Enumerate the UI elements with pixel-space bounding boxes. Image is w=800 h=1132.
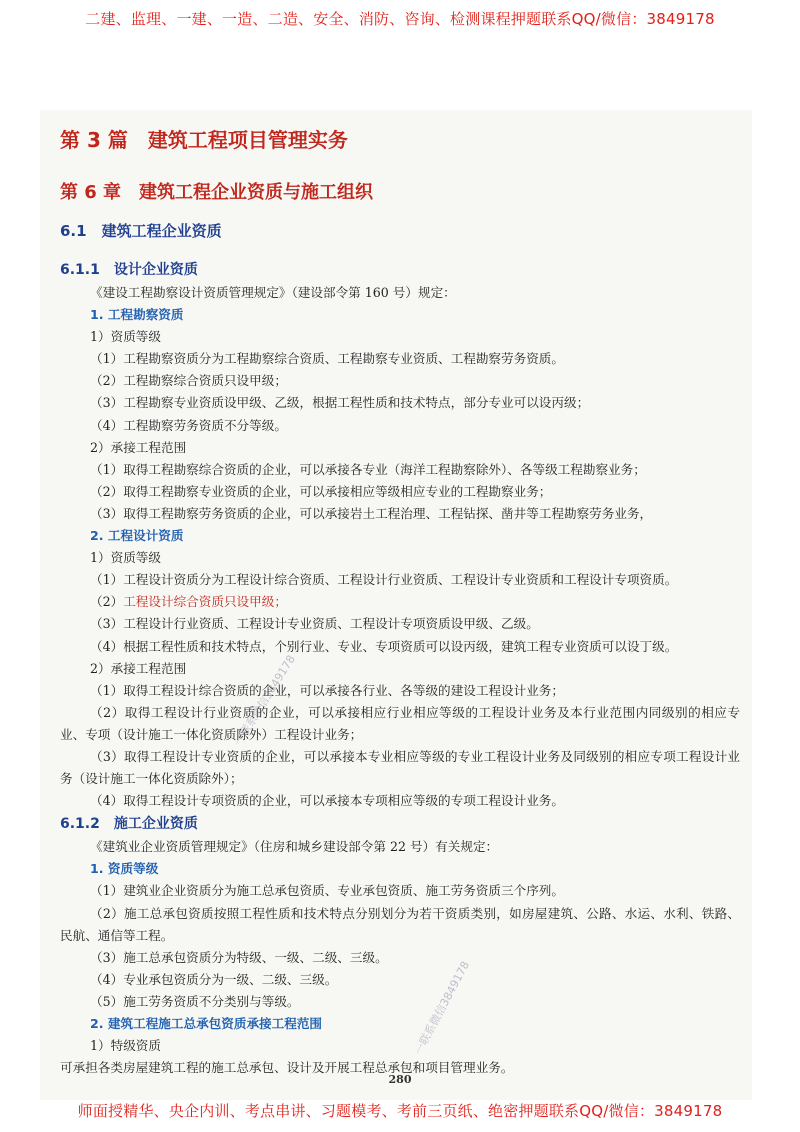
list-heading: 1）资质等级 <box>90 329 161 345</box>
watermark-text: 一联系微信3849178 <box>231 652 298 748</box>
heading-design-qualification: 2. 工程设计资质 <box>90 528 184 544</box>
list-item: （2）工程勘察综合资质只设甲级； <box>90 373 287 389</box>
section-title: 6.1 建筑工程企业资质 <box>60 222 222 240</box>
list-item: （1）取得工程设计综合资质的企业，可以承接各行业、各等级的建设工程设计业务； <box>90 682 564 698</box>
top-promo-banner: 二建、监理、一建、一造、二造、安全、消防、咨询、检测课程押题联系QQ/微信：3849178 <box>85 10 715 28</box>
list-item: （4）专业承包资质分为一级、二级、三级。 <box>90 971 338 987</box>
list-item: （1）工程设计资质分为工程设计综合资质、工程设计行业资质、工程设计专业资质和工程设计专项资质。 <box>90 572 678 588</box>
list-item: （4）工程勘察劳务资质不分等级。 <box>90 417 287 433</box>
list-number: （2） <box>90 594 124 610</box>
list-item: （2）施工总承包资质按照工程性质和技术特点分别划分为若干资质类别，如房屋建筑、公路、水运、水利、铁路、民航、通信等工程。 <box>60 905 740 943</box>
list-item: （4）取得工程设计专项资质的企业，可以承接本专项相应等级的专项工程设计业务。 <box>90 793 564 809</box>
list-item: （5）施工劳务资质不分类别与等级。 <box>90 993 300 1009</box>
heading-survey-qualification: 1. 工程勘察资质 <box>90 307 184 323</box>
list-heading: 2）承接工程范围 <box>90 660 187 676</box>
part-title: 第 3 篇 建筑工程项目管理实务 <box>60 128 348 152</box>
list-item: （1）工程勘察资质分为工程勘察综合资质、工程勘察专业资质、工程勘察劳务资质。 <box>90 351 564 367</box>
list-item: （2）取得工程勘察专业资质的企业，可以承接相应等级相应专业的工程勘察业务； <box>90 483 552 499</box>
subsection-title-6-1-1: 6.1.1 设计企业资质 <box>60 262 198 278</box>
bottom-promo-banner: 师面授精华、央企内训、考点串讲、习题模考、考前三页纸、绝密押题联系QQ/微信：3849178 <box>77 1102 723 1120</box>
list-item: （2）取得工程设计行业资质的企业，可以承接相应行业相应等级的工程设计业务及本行业范围内同级别的相应专业、专项（设计施工一体化资质除外）工程设计业务； <box>60 704 740 742</box>
list-heading: 2）承接工程范围 <box>90 439 187 455</box>
chapter-title: 第 6 章 建筑工程企业资质与施工组织 <box>60 182 374 203</box>
watermark-text: 一联系微信3849178 <box>411 959 473 1058</box>
list-item: （3）工程设计行业资质、工程设计专业资质、工程设计专项资质设甲级、乙级。 <box>90 616 539 632</box>
list-item: （3）取得工程勘察劳务资质的企业，可以承接岩土工程治理、工程钻探、凿井等工程勘察劳务业务， <box>90 505 653 521</box>
list-item: （4）根据工程性质和技术特点，个别行业、专业、专项资质可以设丙级，建筑工程专业资质可以设丁级。 <box>90 638 678 654</box>
highlighted-text: 工程设计综合资质只设甲级； <box>123 594 287 610</box>
list-item: （3）施工总承包资质分为特级、一级、二级、三级。 <box>90 949 388 965</box>
list-item: （1）建筑业企业资质分为施工总承包资质、专业承包资质、施工劳务资质三个序列。 <box>90 883 564 899</box>
list-item: （3）取得工程设计专业资质的企业，可以承接本专业相应等级的专业工程设计业务及同级别的相应专项工程设计业务（设计施工一体化资质除外）； <box>60 748 740 787</box>
paragraph: 可承担各类房屋建筑工程的施工总承包、设计及开展工程总承包和项目管理业务。 <box>60 1060 514 1076</box>
list-heading: 1）特级资质 <box>90 1038 161 1054</box>
heading-qualification-grades: 1. 资质等级 <box>90 861 159 877</box>
paragraph: 《建设工程勘察设计资质管理规定》（建设部令第 160 号）规定： <box>90 285 456 300</box>
page-number: 280 <box>388 1073 412 1086</box>
page-body <box>60 258 740 1079</box>
heading-contract-scope: 2. 建筑工程施工总承包资质承接工程范围 <box>90 1016 323 1031</box>
list-item <box>60 591 740 613</box>
list-item: （1）取得工程勘察综合资质的企业，可以承接各专业（海洋工程勘察除外）、各等级工程勘察业务； <box>90 461 646 477</box>
list-item: （3）工程勘察专业资质设甲级、乙级，根据工程性质和技术特点，部分专业可以设丙级； <box>90 395 590 411</box>
list-heading: 1）资质等级 <box>90 550 161 566</box>
paragraph: 《建筑业企业资质管理规定》（住房和城乡建设部令第 22 号）有关规定： <box>90 839 499 855</box>
subsection-title-6-1-2: 6.1.2 施工企业资质 <box>60 816 198 833</box>
